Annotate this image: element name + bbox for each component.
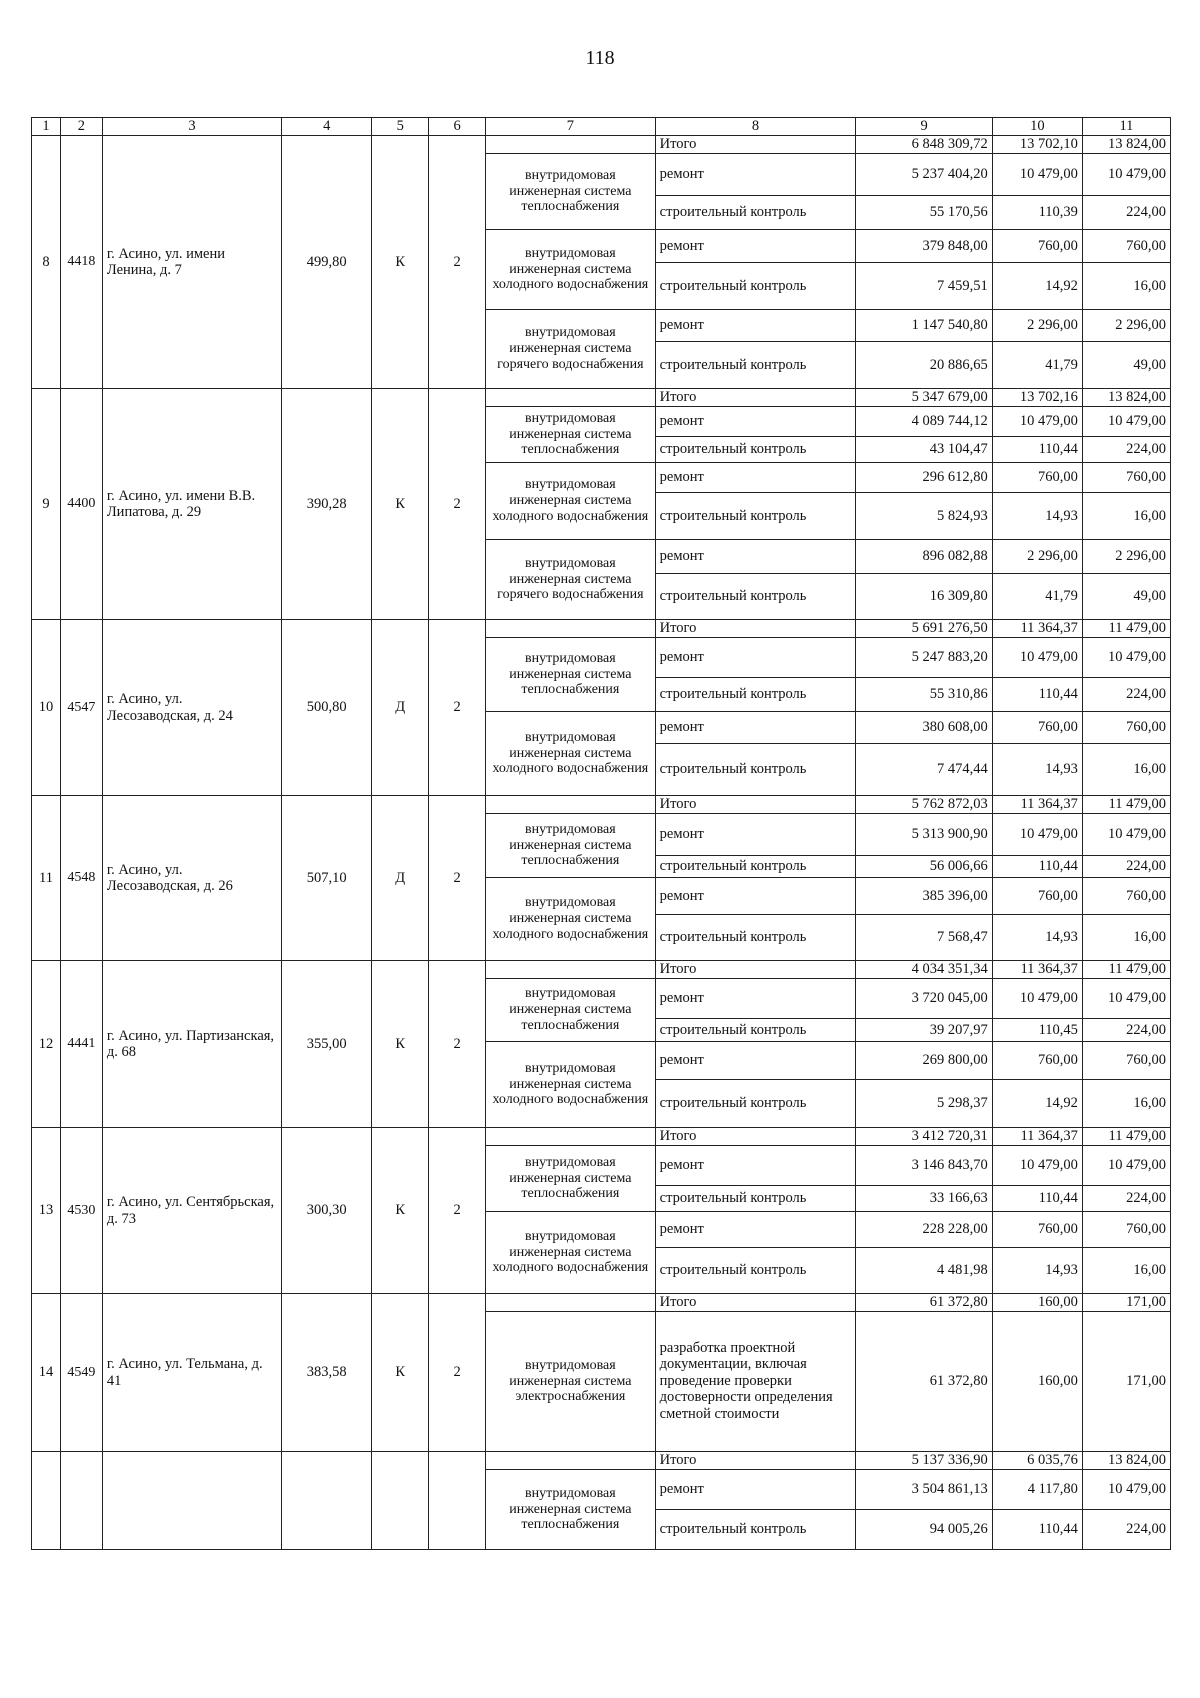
system-name: внутридомовая инженерная система теплоснабжения	[486, 1470, 656, 1550]
address: г. Асино, ул. Тельмана, д. 41	[102, 1294, 281, 1452]
cost-limit: 13 824,00	[1082, 1452, 1170, 1470]
house-id: 4418	[60, 136, 102, 389]
cost-per-m2: 110,44	[992, 437, 1082, 463]
work-type: ремонт	[655, 638, 856, 678]
cost-per-m2: 110,44	[992, 856, 1082, 878]
cost-limit: 16,00	[1082, 493, 1170, 540]
area: 390,28	[282, 389, 372, 620]
empty-cell	[486, 136, 656, 154]
col-header: 1	[32, 118, 61, 136]
cost-limit: 224,00	[1082, 1019, 1170, 1042]
system-name: внутридомовая инженерная система холодного водоснабжения	[486, 463, 656, 540]
type: К	[372, 1294, 429, 1452]
cost-limit: 11 479,00	[1082, 620, 1170, 638]
itogo-label: Итого	[655, 389, 856, 407]
cost-per-m2: 110,44	[992, 678, 1082, 712]
house-id: 4548	[60, 796, 102, 961]
cost-per-m2: 10 479,00	[992, 154, 1082, 196]
cost-total: 269 800,00	[856, 1042, 992, 1080]
type: К	[372, 1128, 429, 1294]
header-row	[32, 118, 1171, 136]
cost-per-m2: 760,00	[992, 230, 1082, 263]
empty-cell	[486, 796, 656, 814]
cost-total: 5 237 404,20	[856, 154, 992, 196]
system-name: внутридомовая инженерная система теплоснабжения	[486, 979, 656, 1042]
cost-total: 6 848 309,72	[856, 136, 992, 154]
cost-per-m2: 11 364,37	[992, 796, 1082, 814]
work-type: ремонт	[655, 1470, 856, 1510]
address: г. Асино, ул. Сентябрьская, д. 73	[102, 1128, 281, 1294]
system-name: внутридомовая инженерная система теплоснабжения	[486, 1146, 656, 1212]
table-row	[32, 1128, 1171, 1146]
cost-per-m2: 2 296,00	[992, 310, 1082, 342]
work-type: строительный контроль	[655, 1510, 856, 1550]
cost-per-m2: 41,79	[992, 342, 1082, 389]
work-type: ремонт	[655, 979, 856, 1019]
type: Д	[372, 796, 429, 961]
cost-total: 39 207,97	[856, 1019, 992, 1042]
row-number: 12	[32, 961, 61, 1128]
cost-limit: 10 479,00	[1082, 814, 1170, 856]
table-row	[32, 1294, 1171, 1312]
cost-total: 4 089 744,12	[856, 407, 992, 437]
work-type: строительный контроль	[655, 493, 856, 540]
itogo-label: Итого	[655, 1452, 856, 1470]
cost-limit: 224,00	[1082, 196, 1170, 230]
row-number: 13	[32, 1128, 61, 1294]
cost-per-m2: 14,92	[992, 1080, 1082, 1128]
type: Д	[372, 620, 429, 796]
cost-limit: 760,00	[1082, 878, 1170, 915]
cost-per-m2: 10 479,00	[992, 638, 1082, 678]
col6-value: 2	[429, 961, 486, 1128]
cost-per-m2: 14,93	[992, 493, 1082, 540]
cost-limit: 760,00	[1082, 1212, 1170, 1248]
cost-per-m2: 760,00	[992, 463, 1082, 493]
cost-per-m2: 160,00	[992, 1294, 1082, 1312]
cost-total: 4 034 351,34	[856, 961, 992, 979]
work-type: строительный контроль	[655, 574, 856, 620]
cost-total: 61 372,80	[856, 1294, 992, 1312]
empty-cell	[102, 1452, 281, 1550]
col-header: 11	[1082, 118, 1170, 136]
cost-per-m2: 6 035,76	[992, 1452, 1082, 1470]
area: 500,80	[282, 620, 372, 796]
cost-limit: 16,00	[1082, 263, 1170, 310]
cost-per-m2: 41,79	[992, 574, 1082, 620]
cost-limit: 11 479,00	[1082, 796, 1170, 814]
system-name: внутридомовая инженерная система холодного водоснабжения	[486, 1212, 656, 1294]
col-header: 10	[992, 118, 1082, 136]
cost-limit: 13 824,00	[1082, 389, 1170, 407]
system-name: внутридомовая инженерная система холодного водоснабжения	[486, 1042, 656, 1128]
cost-limit: 224,00	[1082, 856, 1170, 878]
cost-limit: 224,00	[1082, 1510, 1170, 1550]
cost-per-m2: 760,00	[992, 1042, 1082, 1080]
cost-total: 5 347 679,00	[856, 389, 992, 407]
cost-limit: 16,00	[1082, 744, 1170, 796]
cost-limit: 13 824,00	[1082, 136, 1170, 154]
cost-total: 43 104,47	[856, 437, 992, 463]
cost-total: 896 082,88	[856, 540, 992, 574]
cost-per-m2: 14,93	[992, 1248, 1082, 1294]
house-id: 4547	[60, 620, 102, 796]
cost-limit: 760,00	[1082, 230, 1170, 263]
col6-value: 2	[429, 389, 486, 620]
cost-limit: 224,00	[1082, 1186, 1170, 1212]
cost-total: 385 396,00	[856, 878, 992, 915]
cost-per-m2: 11 364,37	[992, 961, 1082, 979]
cost-total: 55 170,56	[856, 196, 992, 230]
row-number: 14	[32, 1294, 61, 1452]
empty-cell	[282, 1452, 372, 1550]
cost-per-m2: 10 479,00	[992, 1146, 1082, 1186]
work-type: ремонт	[655, 1042, 856, 1080]
cost-per-m2: 110,45	[992, 1019, 1082, 1042]
work-type: строительный контроль	[655, 437, 856, 463]
cost-total: 33 166,63	[856, 1186, 992, 1212]
col-header: 6	[429, 118, 486, 136]
type: К	[372, 961, 429, 1128]
cost-total: 5 824,93	[856, 493, 992, 540]
empty-cell	[60, 1452, 102, 1550]
system-name: внутридомовая инженерная система горячего водоснабжения	[486, 540, 656, 620]
address: г. Асино, ул. имени Ленина, д. 7	[102, 136, 281, 389]
system-name: внутридомовая инженерная система теплоснабжения	[486, 638, 656, 712]
cost-total: 3 146 843,70	[856, 1146, 992, 1186]
col6-value: 2	[429, 620, 486, 796]
work-type: разработка проектной документации, включая проведение проверки достоверности определения сметной стоимости	[655, 1312, 856, 1452]
system-name: внутридомовая инженерная система холодного водоснабжения	[486, 878, 656, 961]
work-type: ремонт	[655, 310, 856, 342]
cost-per-m2: 13 702,10	[992, 136, 1082, 154]
cost-per-m2: 2 296,00	[992, 540, 1082, 574]
cost-limit: 49,00	[1082, 574, 1170, 620]
cost-total: 4 481,98	[856, 1248, 992, 1294]
itogo-label: Итого	[655, 796, 856, 814]
work-type: ремонт	[655, 712, 856, 744]
itogo-label: Итого	[655, 620, 856, 638]
house-id: 4549	[60, 1294, 102, 1452]
cost-limit: 49,00	[1082, 342, 1170, 389]
empty-cell	[372, 1452, 429, 1550]
work-type: ремонт	[655, 1212, 856, 1248]
cost-total: 55 310,86	[856, 678, 992, 712]
system-name: внутридомовая инженерная система теплоснабжения	[486, 407, 656, 463]
work-type: ремонт	[655, 814, 856, 856]
cost-per-m2: 4 117,80	[992, 1470, 1082, 1510]
empty-cell	[32, 1452, 61, 1550]
cost-per-m2: 10 479,00	[992, 814, 1082, 856]
cost-per-m2: 10 479,00	[992, 979, 1082, 1019]
cost-per-m2: 760,00	[992, 712, 1082, 744]
itogo-label: Итого	[655, 1128, 856, 1146]
cost-limit: 16,00	[1082, 1248, 1170, 1294]
cost-limit: 171,00	[1082, 1294, 1170, 1312]
work-type: ремонт	[655, 230, 856, 263]
address: г. Асино, ул. Партизанская, д. 68	[102, 961, 281, 1128]
cost-limit: 224,00	[1082, 437, 1170, 463]
work-type: строительный контроль	[655, 1186, 856, 1212]
cost-limit: 10 479,00	[1082, 407, 1170, 437]
work-type: строительный контроль	[655, 744, 856, 796]
cost-total: 3 720 045,00	[856, 979, 992, 1019]
col-header: 5	[372, 118, 429, 136]
col6-value: 2	[429, 1128, 486, 1294]
cost-total: 228 228,00	[856, 1212, 992, 1248]
empty-cell	[486, 1294, 656, 1312]
table-row	[32, 620, 1171, 638]
work-type: строительный контроль	[655, 1248, 856, 1294]
work-type: ремонт	[655, 154, 856, 196]
table-row	[32, 1452, 1171, 1470]
work-type: строительный контроль	[655, 263, 856, 310]
cost-limit: 171,00	[1082, 1312, 1170, 1452]
work-type: строительный контроль	[655, 915, 856, 961]
cost-per-m2: 110,44	[992, 1186, 1082, 1212]
cost-total: 16 309,80	[856, 574, 992, 620]
work-type: строительный контроль	[655, 342, 856, 389]
cost-total: 5 313 900,90	[856, 814, 992, 856]
cost-limit: 2 296,00	[1082, 540, 1170, 574]
cost-per-m2: 11 364,37	[992, 1128, 1082, 1146]
system-name: внутридомовая инженерная система электроснабжения	[486, 1312, 656, 1452]
table-row	[32, 796, 1171, 814]
cost-total: 56 006,66	[856, 856, 992, 878]
cost-total: 380 608,00	[856, 712, 992, 744]
cost-total: 1 147 540,80	[856, 310, 992, 342]
type: К	[372, 389, 429, 620]
cost-total: 7 568,47	[856, 915, 992, 961]
itogo-label: Итого	[655, 136, 856, 154]
cost-limit: 11 479,00	[1082, 1128, 1170, 1146]
cost-limit: 10 479,00	[1082, 979, 1170, 1019]
cost-total: 5 298,37	[856, 1080, 992, 1128]
address: г. Асино, ул. Лесозаводская, д. 24	[102, 620, 281, 796]
col-header: 7	[486, 118, 656, 136]
cost-per-m2: 10 479,00	[992, 407, 1082, 437]
cost-per-m2: 110,39	[992, 196, 1082, 230]
cost-limit: 760,00	[1082, 1042, 1170, 1080]
col-header: 9	[856, 118, 992, 136]
work-type: ремонт	[655, 878, 856, 915]
cost-total: 5 762 872,03	[856, 796, 992, 814]
area: 499,80	[282, 136, 372, 389]
itogo-label: Итого	[655, 961, 856, 979]
system-name: внутридомовая инженерная система холодного водоснабжения	[486, 712, 656, 796]
cost-limit: 16,00	[1082, 915, 1170, 961]
cost-total: 7 459,51	[856, 263, 992, 310]
system-name: внутридомовая инженерная система горячего водоснабжения	[486, 310, 656, 389]
work-type: строительный контроль	[655, 678, 856, 712]
cost-limit: 10 479,00	[1082, 154, 1170, 196]
cost-limit: 760,00	[1082, 463, 1170, 493]
cost-total: 7 474,44	[856, 744, 992, 796]
work-type: ремонт	[655, 407, 856, 437]
cost-per-m2: 14,93	[992, 744, 1082, 796]
cost-total: 3 504 861,13	[856, 1470, 992, 1510]
house-id: 4530	[60, 1128, 102, 1294]
col-header: 3	[102, 118, 281, 136]
table-row	[32, 136, 1171, 154]
work-type: ремонт	[655, 463, 856, 493]
cost-total: 94 005,26	[856, 1510, 992, 1550]
col6-value: 2	[429, 136, 486, 389]
system-name: внутридомовая инженерная система холодного водоснабжения	[486, 230, 656, 310]
cost-per-m2: 14,93	[992, 915, 1082, 961]
cost-per-m2: 13 702,16	[992, 389, 1082, 407]
cost-total: 296 612,80	[856, 463, 992, 493]
cost-limit: 10 479,00	[1082, 1470, 1170, 1510]
cost-limit: 760,00	[1082, 712, 1170, 744]
row-number: 8	[32, 136, 61, 389]
cost-per-m2: 760,00	[992, 878, 1082, 915]
cost-limit: 16,00	[1082, 1080, 1170, 1128]
cost-total: 61 372,80	[856, 1312, 992, 1452]
empty-cell	[429, 1452, 486, 1550]
address: г. Асино, ул. имени В.В. Липатова, д. 29	[102, 389, 281, 620]
empty-cell	[486, 1128, 656, 1146]
empty-cell	[486, 961, 656, 979]
cost-total: 20 886,65	[856, 342, 992, 389]
cost-total: 5 247 883,20	[856, 638, 992, 678]
cost-total: 5 691 276,50	[856, 620, 992, 638]
row-number: 11	[32, 796, 61, 961]
work-type: строительный контроль	[655, 1080, 856, 1128]
work-type: строительный контроль	[655, 1019, 856, 1042]
system-name: внутридомовая инженерная система теплоснабжения	[486, 154, 656, 230]
repair-table	[31, 117, 1171, 1550]
work-type: ремонт	[655, 540, 856, 574]
cost-per-m2: 14,92	[992, 263, 1082, 310]
cost-total: 379 848,00	[856, 230, 992, 263]
house-id: 4400	[60, 389, 102, 620]
col6-value: 2	[429, 1294, 486, 1452]
house-id: 4441	[60, 961, 102, 1128]
page-number: 118	[585, 47, 615, 69]
col-header: 8	[655, 118, 856, 136]
table-row	[32, 389, 1171, 407]
table-row	[32, 961, 1171, 979]
empty-cell	[486, 389, 656, 407]
area: 300,30	[282, 1128, 372, 1294]
area: 383,58	[282, 1294, 372, 1452]
cost-limit: 10 479,00	[1082, 638, 1170, 678]
col6-value: 2	[429, 796, 486, 961]
area: 355,00	[282, 961, 372, 1128]
address: г. Асино, ул. Лесозаводская, д. 26	[102, 796, 281, 961]
type: К	[372, 136, 429, 389]
cost-per-m2: 11 364,37	[992, 620, 1082, 638]
col-header: 4	[282, 118, 372, 136]
empty-cell	[486, 1452, 656, 1470]
col-header: 2	[60, 118, 102, 136]
work-type: ремонт	[655, 1146, 856, 1186]
cost-limit: 224,00	[1082, 678, 1170, 712]
work-type: строительный контроль	[655, 196, 856, 230]
area: 507,10	[282, 796, 372, 961]
empty-cell	[486, 620, 656, 638]
cost-limit: 2 296,00	[1082, 310, 1170, 342]
cost-per-m2: 760,00	[992, 1212, 1082, 1248]
work-type: строительный контроль	[655, 856, 856, 878]
cost-per-m2: 110,44	[992, 1510, 1082, 1550]
cost-limit: 10 479,00	[1082, 1146, 1170, 1186]
cost-per-m2: 160,00	[992, 1312, 1082, 1452]
cost-total: 3 412 720,31	[856, 1128, 992, 1146]
row-number: 10	[32, 620, 61, 796]
cost-total: 5 137 336,90	[856, 1452, 992, 1470]
row-number: 9	[32, 389, 61, 620]
system-name: внутридомовая инженерная система теплоснабжения	[486, 814, 656, 878]
cost-limit: 11 479,00	[1082, 961, 1170, 979]
itogo-label: Итого	[655, 1294, 856, 1312]
